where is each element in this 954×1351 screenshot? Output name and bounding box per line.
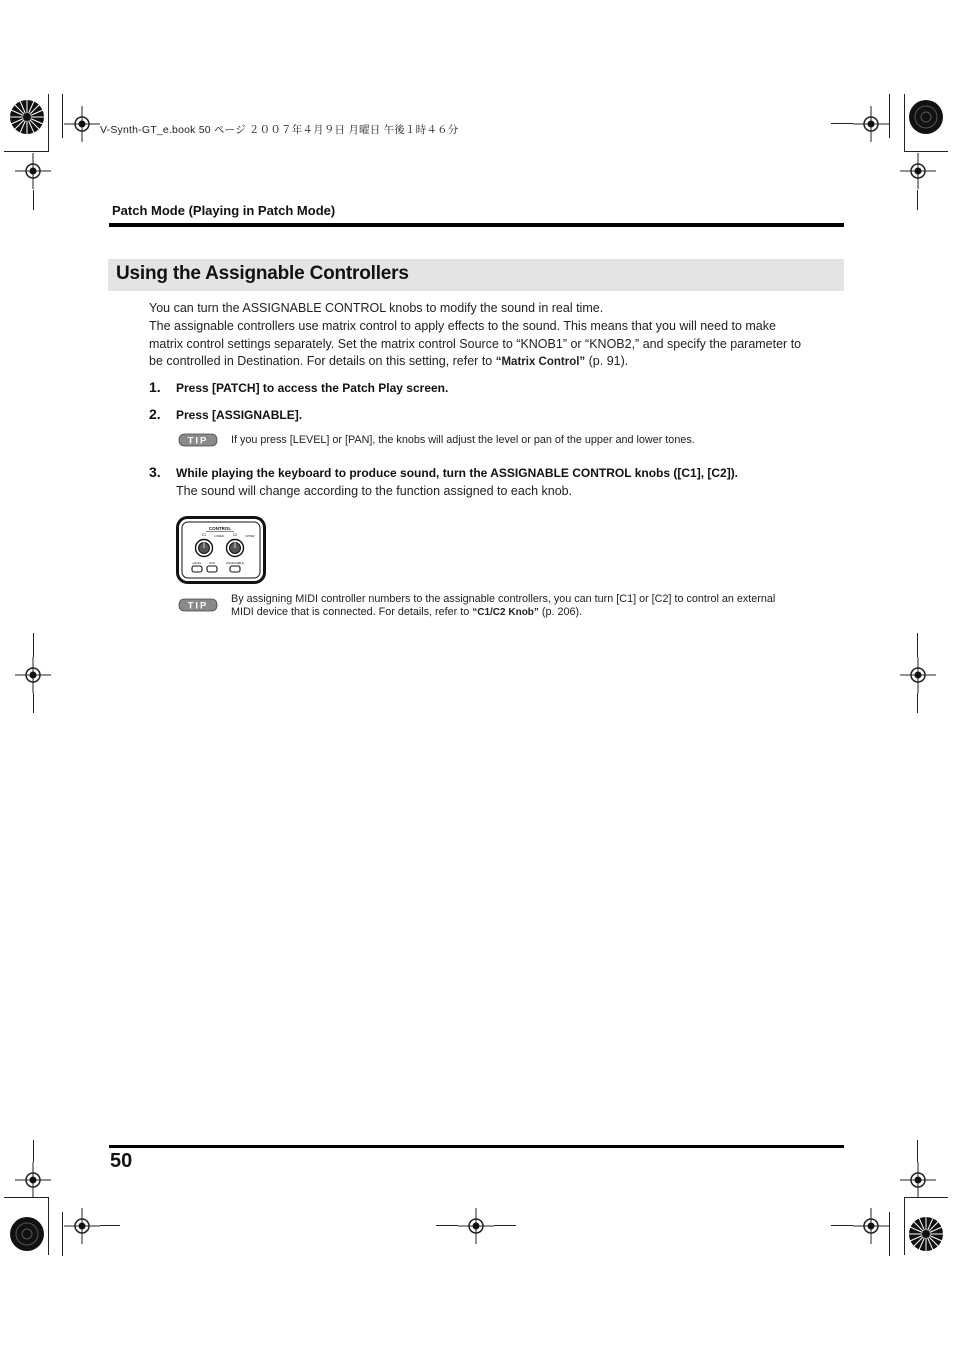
- pan-button[interactable]: [207, 566, 217, 572]
- lower-label: LOWER: [214, 535, 224, 538]
- crop-mark: [62, 1212, 63, 1256]
- crop-mark: [48, 1197, 49, 1255]
- crop-mark: [917, 1140, 918, 1162]
- crosshair-icon: [15, 657, 51, 693]
- level-button[interactable]: [192, 566, 202, 572]
- intro-page-ref: (p. 91).: [585, 354, 629, 369]
- crop-mark: [33, 190, 34, 210]
- crosshair-icon: [458, 1208, 494, 1244]
- knob-c1-label: C1: [201, 533, 207, 537]
- intro-text: [149, 300, 809, 372]
- panel-title: CONTROL: [208, 526, 232, 531]
- crop-mark: [62, 94, 63, 138]
- tip-text: If you press [LEVEL] or [PAN], the knobs will adjust the level or pan of the upper and lower tones.: [231, 434, 695, 446]
- step-text: While playing the keyboard to produce sound, turn the ASSIGNABLE CONTROL knobs ([C1], [C2]).: [176, 466, 739, 480]
- page-number: 50: [110, 1150, 133, 1172]
- crop-mark: [33, 693, 34, 713]
- crop-mark: [33, 633, 34, 657]
- crosshair-icon: [64, 1208, 100, 1244]
- crop-mark: [436, 1225, 458, 1226]
- crop-mark: [917, 693, 918, 713]
- crosshair-icon: [15, 1162, 51, 1198]
- assignable-button[interactable]: [230, 566, 240, 572]
- crop-mark: [889, 94, 890, 138]
- assignable-button-label: ASSIGNABLE: [226, 561, 244, 565]
- intro-paragraph: [149, 318, 809, 372]
- step-number: 2.: [149, 406, 161, 422]
- crop-mark: [494, 1225, 516, 1226]
- tip-page-ref: (p. 206).: [538, 605, 583, 618]
- footer-rule: [109, 1145, 844, 1148]
- knob-c2[interactable]: [227, 540, 244, 557]
- tip-badge-icon: [177, 598, 219, 612]
- crosshair-icon: [900, 1162, 936, 1198]
- tip-line: By assigning MIDI controller numbers to the assignable controllers, you can turn [C1] or [C2] to control an external: [231, 593, 776, 605]
- crop-mark: [917, 190, 918, 210]
- step-text: Press [ASSIGNABLE].: [176, 408, 303, 422]
- registration-sunburst-icon: [907, 98, 945, 136]
- crop-mark: [889, 1212, 890, 1256]
- upper-label: UPPER: [245, 535, 255, 538]
- tip-label: TIP: [187, 435, 209, 447]
- crop-mark: [100, 1225, 120, 1226]
- crosshair-icon: [900, 153, 936, 189]
- file-header: V-Synth-GT_e.book 50 ページ ２００７年４月９日 月曜日 午後１時４６分: [100, 124, 459, 136]
- section-title: Using the Assignable Controllers: [116, 263, 409, 284]
- tip-text-2: [231, 593, 775, 619]
- crop-mark: [4, 151, 48, 152]
- crop-mark: [48, 94, 49, 152]
- intro-paragraph-text: The assignable controllers use matrix control to apply effects to the sound. This means that you will need to make matrix control settings separately. Set the matrix control Source to “KNOB1” or “KNOB2,” and specify the parameter to be controlled in Destination. For details on this setting, refer to: [149, 318, 802, 369]
- intro-line: You can turn the ASSIGNABLE CONTROL knobs to modify the sound in real time.: [149, 301, 604, 315]
- step-text: Press [PATCH] to access the Patch Play screen.: [176, 381, 449, 395]
- crop-mark: [33, 1140, 34, 1162]
- crop-mark: [831, 123, 853, 124]
- running-head: Patch Mode (Playing in Patch Mode): [112, 203, 336, 218]
- step-number: 1.: [149, 379, 161, 395]
- step-subtext: The sound will change according to the function assigned to each knob.: [176, 484, 573, 498]
- crosshair-icon: [853, 1208, 889, 1244]
- tip-line-text: MIDI device that is connected. For details, refer to: [231, 605, 473, 618]
- control-panel-illustration: [176, 516, 266, 584]
- crop-mark: [904, 151, 948, 152]
- level-button-label: LEVEL: [192, 561, 202, 565]
- pan-button-label: PAN: [209, 561, 215, 565]
- crosshair-icon: [15, 153, 51, 189]
- registration-sunburst-icon: [8, 98, 46, 136]
- crop-mark: [904, 1197, 905, 1255]
- crop-mark: [831, 1225, 853, 1226]
- crop-mark: [917, 633, 918, 657]
- crop-mark: [904, 1197, 948, 1198]
- crosshair-icon: [64, 106, 100, 142]
- c1-c2-knob-link[interactable]: “C1/C2 Knob”: [472, 606, 539, 618]
- tip-label: TIP: [187, 600, 209, 612]
- matrix-control-link[interactable]: “Matrix Control”: [495, 356, 586, 369]
- registration-sunburst-icon: [907, 1215, 945, 1253]
- step-number: 3.: [149, 464, 161, 480]
- crosshair-icon: [900, 657, 936, 693]
- header-rule: [109, 223, 844, 227]
- crosshair-icon: [853, 106, 889, 142]
- tip-line: [231, 606, 775, 620]
- crop-mark: [904, 94, 905, 152]
- crop-mark: [4, 1197, 48, 1198]
- registration-sunburst-icon: [8, 1215, 46, 1253]
- tip-badge-icon: [177, 433, 219, 447]
- knob-c2-label: C2: [232, 533, 238, 537]
- knob-c1[interactable]: [196, 540, 213, 557]
